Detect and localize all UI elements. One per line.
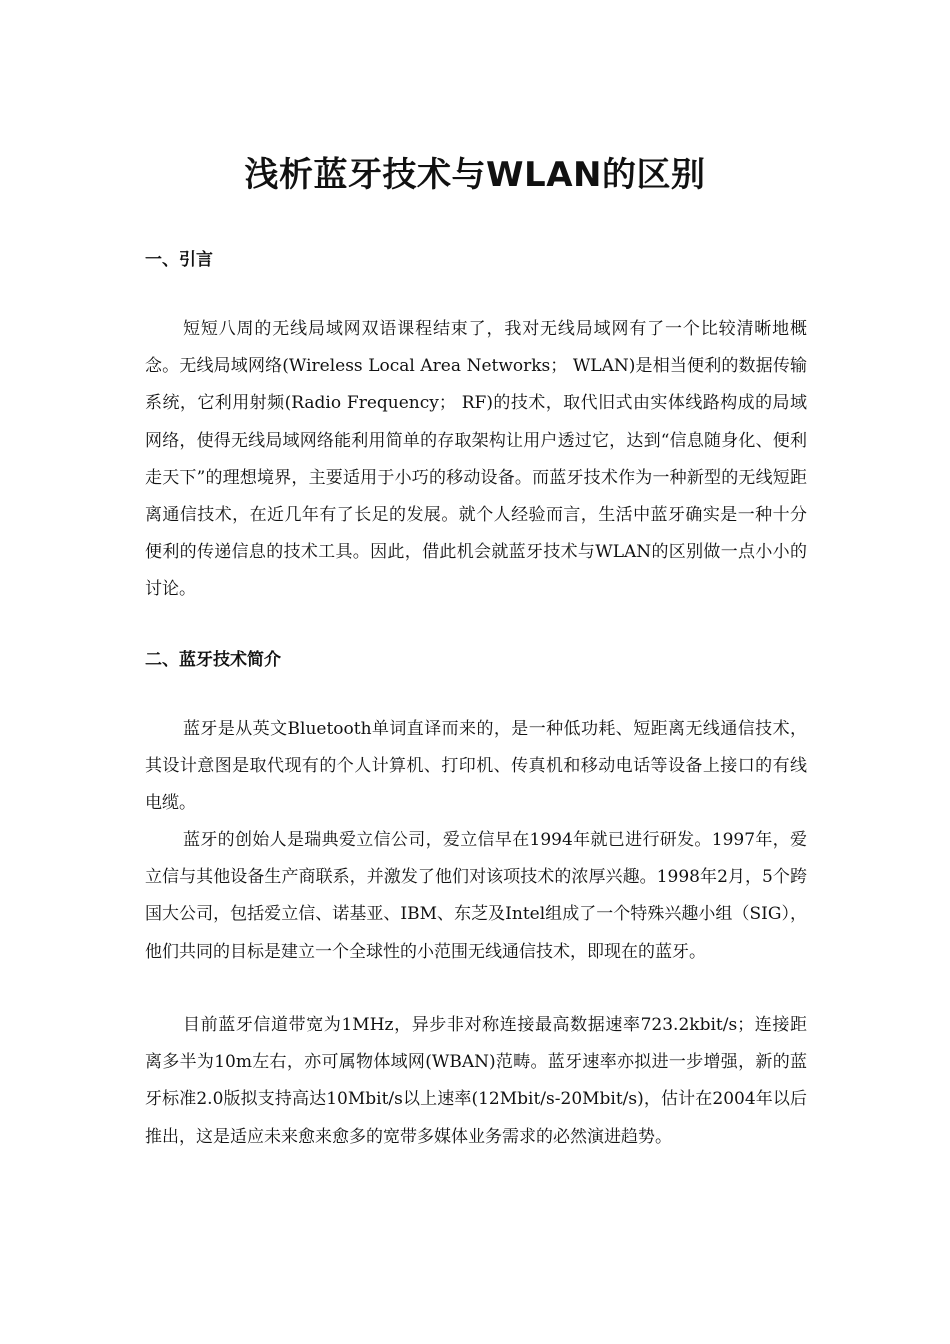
section-heading-bluetooth-overview: 二、蓝牙技术简介 (145, 650, 281, 670)
section-heading-introduction: 一、引言 (145, 250, 213, 270)
document-title: 浅析蓝牙技术与WLAN的区别 (244, 155, 706, 195)
paragraph-bluetooth-bandwidth: 目前蓝牙信道带宽为1MHz，异步非对称连接最高数据速率723.2kbit/s；连接距离多半为10m左右，亦可属物体域网(WBAN)范畴。蓝牙速率亦拟进一步增强，新的蓝牙标准2.0版拟支持高达10Mbit/s以上速率(12Mbit/s-20Mbit/s)，估计在2004年以后推出，这是适应未来愈来愈多的宽带多媒体业务需求的必然演进趋势。 (145, 1015, 807, 1147)
paragraph-introduction: 短短八周的无线局域网双语课程结束了，我对无线局域网有了一个比较清晰地概念。无线局域网络(Wireless Local Area Networks； WLAN)是相当便利的数据传输系统，它利用射频(Radio Frequency； RF)的技术，取代旧式由实体线路构成的局域网络，使得无线局域网络能利用简单的存取架构让用户透过它，达到“信息随身化、便利走天下”的理想境界，主要适用于小巧的移动设备。而蓝牙技术作为一种新型的无线短距离通信技术，在近几年有了长足的发展。就个人经验而言，生活中蓝牙确实是一种十分便利的传递信息的技术工具。因此，借此机会就蓝牙技术与WLAN的区别做一点小小的讨论。 (145, 319, 807, 600)
paragraph-bluetooth-definition: 蓝牙是从英文Bluetooth单词直译而来的，是一种低功耗、短距离无线通信技术，其设计意图是取代现有的个人计算机、打印机、传真机和移动电话等设备上接口的有线电缆。 (145, 719, 807, 814)
paragraph-bluetooth-history: 蓝牙的创始人是瑞典爱立信公司，爱立信早在1994年就已进行研发。1997年，爱立信与其他设备生产商联系，并激发了他们对该项技术的浓厚兴趣。1998年2月，5个跨国大公司，包括爱立信、诺基亚、IBM、东芝及Intel组成了一个特殊兴趣小组（SIG），他们共同的目标是建立一个全球性的小范围无线通信技术，即现在的蓝牙。 (145, 830, 807, 962)
